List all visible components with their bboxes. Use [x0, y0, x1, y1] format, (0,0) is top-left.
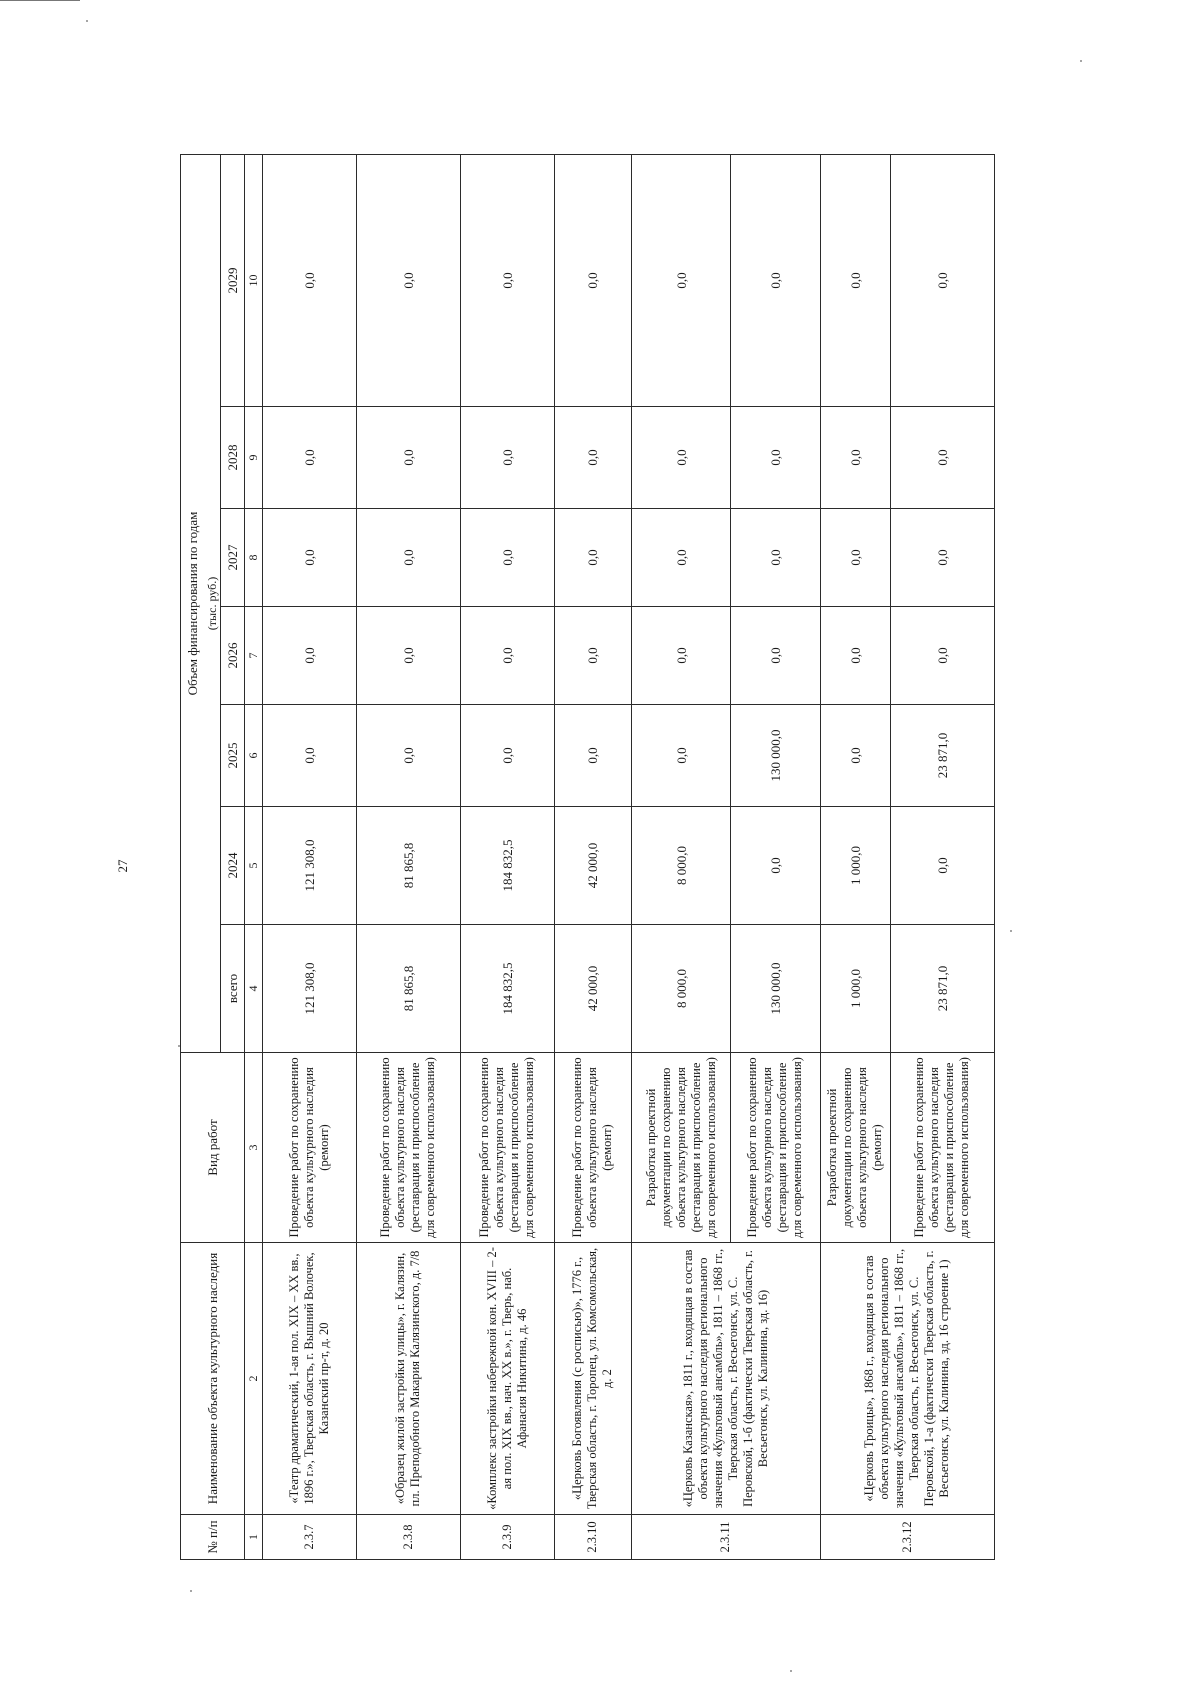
header-num: № п/п [181, 1515, 245, 1560]
value-total: 1 000,0 [820, 925, 890, 1053]
value-2029: 0,0 [820, 154, 890, 406]
work-type: Разработка проектной документации по сохранению объекта культурного наследия (реставрация и приспособление для современного использования) [632, 1053, 731, 1243]
heritage-object-name: «Церковь Богоявления (с росписью)», 1776 г., Тверская область, г. Торопец, ул. Комсомольская, д. 2 [554, 1243, 632, 1515]
row-id: 2.3.12 [820, 1515, 994, 1560]
scan-speck [86, 20, 88, 22]
value-2027: 0,0 [820, 509, 890, 607]
value-2028: 0,0 [731, 407, 820, 509]
value-2024: 0,0 [890, 807, 994, 925]
row-id: 2.3.8 [356, 1515, 460, 1560]
column-number: 1 [245, 1515, 263, 1560]
header-year: 2026 [221, 607, 245, 705]
column-number: 5 [245, 807, 263, 925]
row-id: 2.3.7 [263, 1515, 357, 1560]
value-2028: 0,0 [461, 407, 555, 509]
rotated-table-container [180, 155, 995, 1560]
value-2025: 0,0 [820, 705, 890, 807]
value-2024: 0,0 [731, 807, 820, 925]
work-type: Проведение работ по сохранению объекта культурного наследия (ремонт) [554, 1053, 632, 1243]
value-2028: 0,0 [632, 407, 731, 509]
value-2024: 8 000,0 [632, 807, 731, 925]
value-2028: 0,0 [356, 407, 460, 509]
value-2029: 0,0 [461, 154, 555, 406]
value-2026: 0,0 [890, 607, 994, 705]
value-2024: 184 832,5 [461, 807, 555, 925]
scan-speck [1080, 60, 1082, 62]
scan-speck [790, 1670, 792, 1672]
value-total: 8 000,0 [632, 925, 731, 1053]
column-number: 3 [245, 1053, 263, 1243]
work-type: Проведение работ по сохранению объекта культурного наследия (реставрация и приспособление для современного использования) [461, 1053, 555, 1243]
value-2027: 0,0 [632, 509, 731, 607]
value-2026: 0,0 [632, 607, 731, 705]
table-row [461, 154, 555, 1559]
work-type: Проведение работ по сохранению объекта культурного наследия (реставрация и приспособление для современного использования) [356, 1053, 460, 1243]
value-2025: 23 871,0 [890, 705, 994, 807]
value-total: 81 865,8 [356, 925, 460, 1053]
value-2024: 121 308,0 [263, 807, 357, 925]
row-id: 2.3.11 [632, 1515, 820, 1560]
heritage-object-name: «Церковь Троицы», 1868 г., входящая в состав объекта культурного наследия регионального значения «Культовый ансамбль», 1811 – 1868 гг., Тверская область, г. Весьегонск, ул. С. Перовской, 1-а (фактически Тверская область, г. Весьегонск, ул. Калинина, зд. 16 строение 1) [820, 1243, 994, 1515]
top-edge-line [0, 0, 80, 1]
value-2026: 0,0 [356, 607, 460, 705]
value-2028: 0,0 [820, 407, 890, 509]
value-2027: 0,0 [461, 509, 555, 607]
value-2026: 0,0 [461, 607, 555, 705]
value-2025: 0,0 [263, 705, 357, 807]
column-number: 10 [245, 154, 263, 406]
value-2025: 0,0 [356, 705, 460, 807]
header-unit: (тыс. руб.) [205, 154, 221, 1052]
scan-speck [178, 1045, 180, 1047]
work-type: Разработка проектной документации по сохранению объекта культурного наследия (ремонт) [820, 1053, 890, 1243]
column-number: 9 [245, 407, 263, 509]
value-2027: 0,0 [731, 509, 820, 607]
scan-speck [1010, 930, 1012, 932]
value-2027: 0,0 [356, 509, 460, 607]
header-year: 2027 [221, 509, 245, 607]
header-funding: Объем финансирования по годам [181, 154, 205, 1052]
table-row [632, 154, 731, 1559]
value-2025: 0,0 [461, 705, 555, 807]
value-2028: 0,0 [554, 407, 632, 509]
header-year: 2025 [221, 705, 245, 807]
value-total: 23 871,0 [890, 925, 994, 1053]
value-2029: 0,0 [632, 154, 731, 406]
value-2027: 0,0 [263, 509, 357, 607]
table-row [820, 154, 890, 1559]
column-number: 2 [245, 1243, 263, 1515]
value-total: 42 000,0 [554, 925, 632, 1053]
heritage-object-name: «Театр драматический, 1-ая пол. XIX – XX вв., 1896 г.», Тверская область, г. Вышний Волочек, Казанский пр-т, д. 20 [263, 1243, 357, 1515]
row-id: 2.3.10 [554, 1515, 632, 1560]
value-2024: 42 000,0 [554, 807, 632, 925]
header-name: Наименование объекта культурного наследия [181, 1243, 245, 1515]
value-2024: 1 000,0 [820, 807, 890, 925]
value-total: 121 308,0 [263, 925, 357, 1053]
work-type: Проведение работ по сохранению объекта культурного наследия (ремонт) [263, 1053, 357, 1243]
heritage-object-name: «Образец жилой застройки улицы», г. Калязин, пл. Преподобного Макария Калязинского, д. 7/8 [356, 1243, 460, 1515]
value-2025: 0,0 [632, 705, 731, 807]
value-2026: 0,0 [554, 607, 632, 705]
page-number: 27 [115, 859, 130, 873]
column-number: 6 [245, 705, 263, 807]
header-work: Вид работ [181, 1053, 245, 1243]
header-year: 2028 [221, 407, 245, 509]
value-2029: 0,0 [263, 154, 357, 406]
value-2029: 0,0 [356, 154, 460, 406]
value-2026: 0,0 [731, 607, 820, 705]
value-2029: 0,0 [731, 154, 820, 406]
value-2026: 0,0 [820, 607, 890, 705]
value-2026: 0,0 [263, 607, 357, 705]
value-2028: 0,0 [263, 407, 357, 509]
value-2027: 0,0 [890, 509, 994, 607]
table-row [554, 154, 632, 1559]
value-2027: 0,0 [554, 509, 632, 607]
work-type: Проведение работ по сохранению объекта культурного наследия (реставрация и приспособление для современного использования) [731, 1053, 820, 1243]
header-year: 2024 [221, 807, 245, 925]
header-total: всего [221, 925, 245, 1053]
value-2025: 0,0 [554, 705, 632, 807]
value-2029: 0,0 [554, 154, 632, 406]
header-year: 2029 [221, 154, 245, 406]
value-total: 184 832,5 [461, 925, 555, 1053]
column-number: 8 [245, 509, 263, 607]
row-id: 2.3.9 [461, 1515, 555, 1560]
scan-speck [190, 1590, 192, 1592]
value-2028: 0,0 [890, 407, 994, 509]
heritage-object-name: «Комплекс застройки набережной кон. XVIII – 2-ая пол. XIX вв., нач. XX в.», г. Тверь, наб. Афанасия Никитина, д. 46 [461, 1243, 555, 1515]
table-row [356, 154, 460, 1559]
funding-table [180, 154, 995, 1560]
heritage-object-name: «Церковь Казанская», 1811 г., входящая в состав объекта культурного наследия регионального значения «Культовый ансамбль», 1811 – 1868 гг., Тверская область, г. Весьегонск, ул. С. Перовской, 1-б (фактически Тверская область, г. Весьегонск, ул. Калинина, зд. 16) [632, 1243, 820, 1515]
value-2025: 130 000,0 [731, 705, 820, 807]
value-2029: 0,0 [890, 154, 994, 406]
column-number: 4 [245, 925, 263, 1053]
table-row [263, 154, 357, 1559]
column-number: 7 [245, 607, 263, 705]
work-type: Проведение работ по сохранению объекта культурного наследия (реставрация и приспособление для современного использования) [890, 1053, 994, 1243]
value-total: 130 000,0 [731, 925, 820, 1053]
value-2024: 81 865,8 [356, 807, 460, 925]
